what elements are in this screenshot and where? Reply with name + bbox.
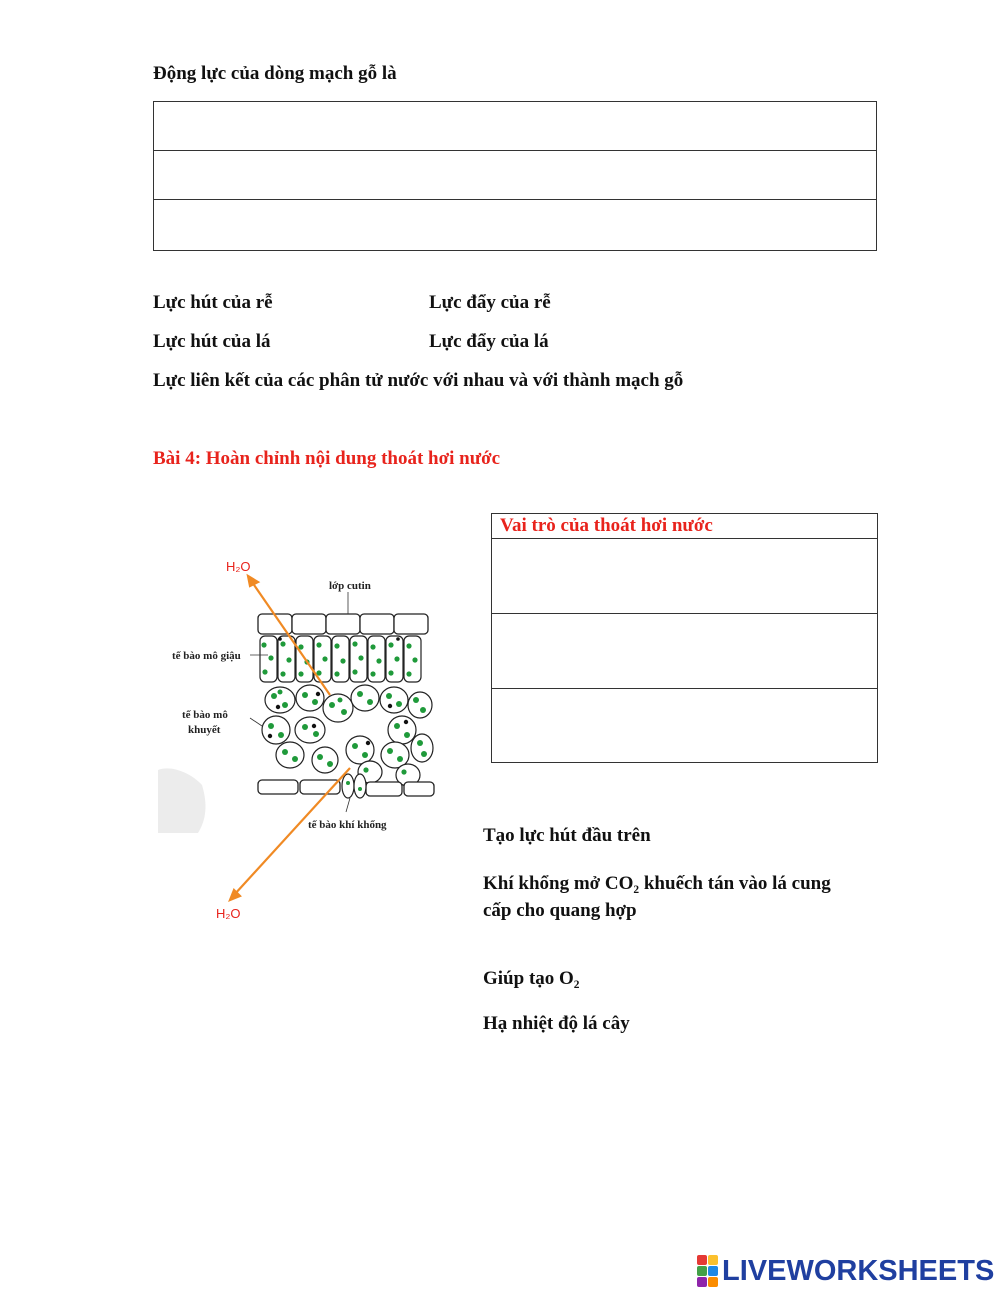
option-leaf-pressure[interactable]: Lực đẩy của lá xyxy=(429,331,549,352)
guard-cell-label: tế bào khí khổng xyxy=(308,819,387,831)
option-root-suction[interactable]: Lực hút của rễ xyxy=(153,292,273,313)
question-prompt: Động lực của dòng mạch gỗ là xyxy=(153,63,397,84)
leaf-cross-section-diagram xyxy=(150,550,450,930)
spongy-label-line2: khuyết xyxy=(188,724,221,736)
spongy-label-line1: tế bào mô xyxy=(182,709,228,721)
answer-drop-zone-2[interactable] xyxy=(154,151,876,200)
answer-box xyxy=(153,101,877,251)
option-co2-line1: Khí khổng mở CO₂ khuếch tán vào lá cung xyxy=(483,873,831,894)
option-upper-suction[interactable]: Tạo lực hút đầu trên xyxy=(483,825,651,846)
liveworksheets-logo xyxy=(697,1255,994,1287)
role-drop-zone-2[interactable] xyxy=(492,614,877,689)
logo-text: LIVEWORKSHEETS xyxy=(722,1254,995,1287)
option-co2-line2: cấp cho quang hợp xyxy=(483,900,637,921)
upper-epidermis xyxy=(258,614,428,634)
option-cohesion-adhesion[interactable]: Lực liên kết của các phân tử nước với nhau và với thành mạch gỗ xyxy=(153,370,684,391)
h2o-bottom-label: H₂O xyxy=(216,906,241,921)
role-table xyxy=(491,513,878,763)
role-drop-zone-3[interactable] xyxy=(492,689,877,763)
option-cool-leaf[interactable]: Hạ nhiệt độ lá cây xyxy=(483,1013,630,1034)
option-produce-o2[interactable]: Giúp tạo O₂ xyxy=(483,968,580,989)
option-root-pressure[interactable]: Lực đẩy của rễ xyxy=(429,292,551,313)
answer-drop-zone-1[interactable] xyxy=(154,102,876,151)
background-smudge xyxy=(158,768,205,833)
cuticle-label: lớp cutin xyxy=(329,580,371,592)
exercise-title: Bài 4: Hoàn chỉnh nội dung thoát hơi nước xyxy=(153,448,501,469)
answer-drop-zone-3[interactable] xyxy=(154,200,876,249)
h2o-top-label: H₂O xyxy=(226,559,251,574)
role-drop-zone-1[interactable] xyxy=(492,539,877,614)
option-co2-diffusion[interactable] xyxy=(483,870,831,924)
guard-cells xyxy=(342,774,366,798)
logo-icon xyxy=(697,1255,718,1287)
option-leaf-suction[interactable]: Lực hút của lá xyxy=(153,331,271,352)
palisade-label: tế bào mô giậu xyxy=(172,650,241,662)
role-table-header: Vai trò của thoát hơi nước xyxy=(492,514,877,539)
